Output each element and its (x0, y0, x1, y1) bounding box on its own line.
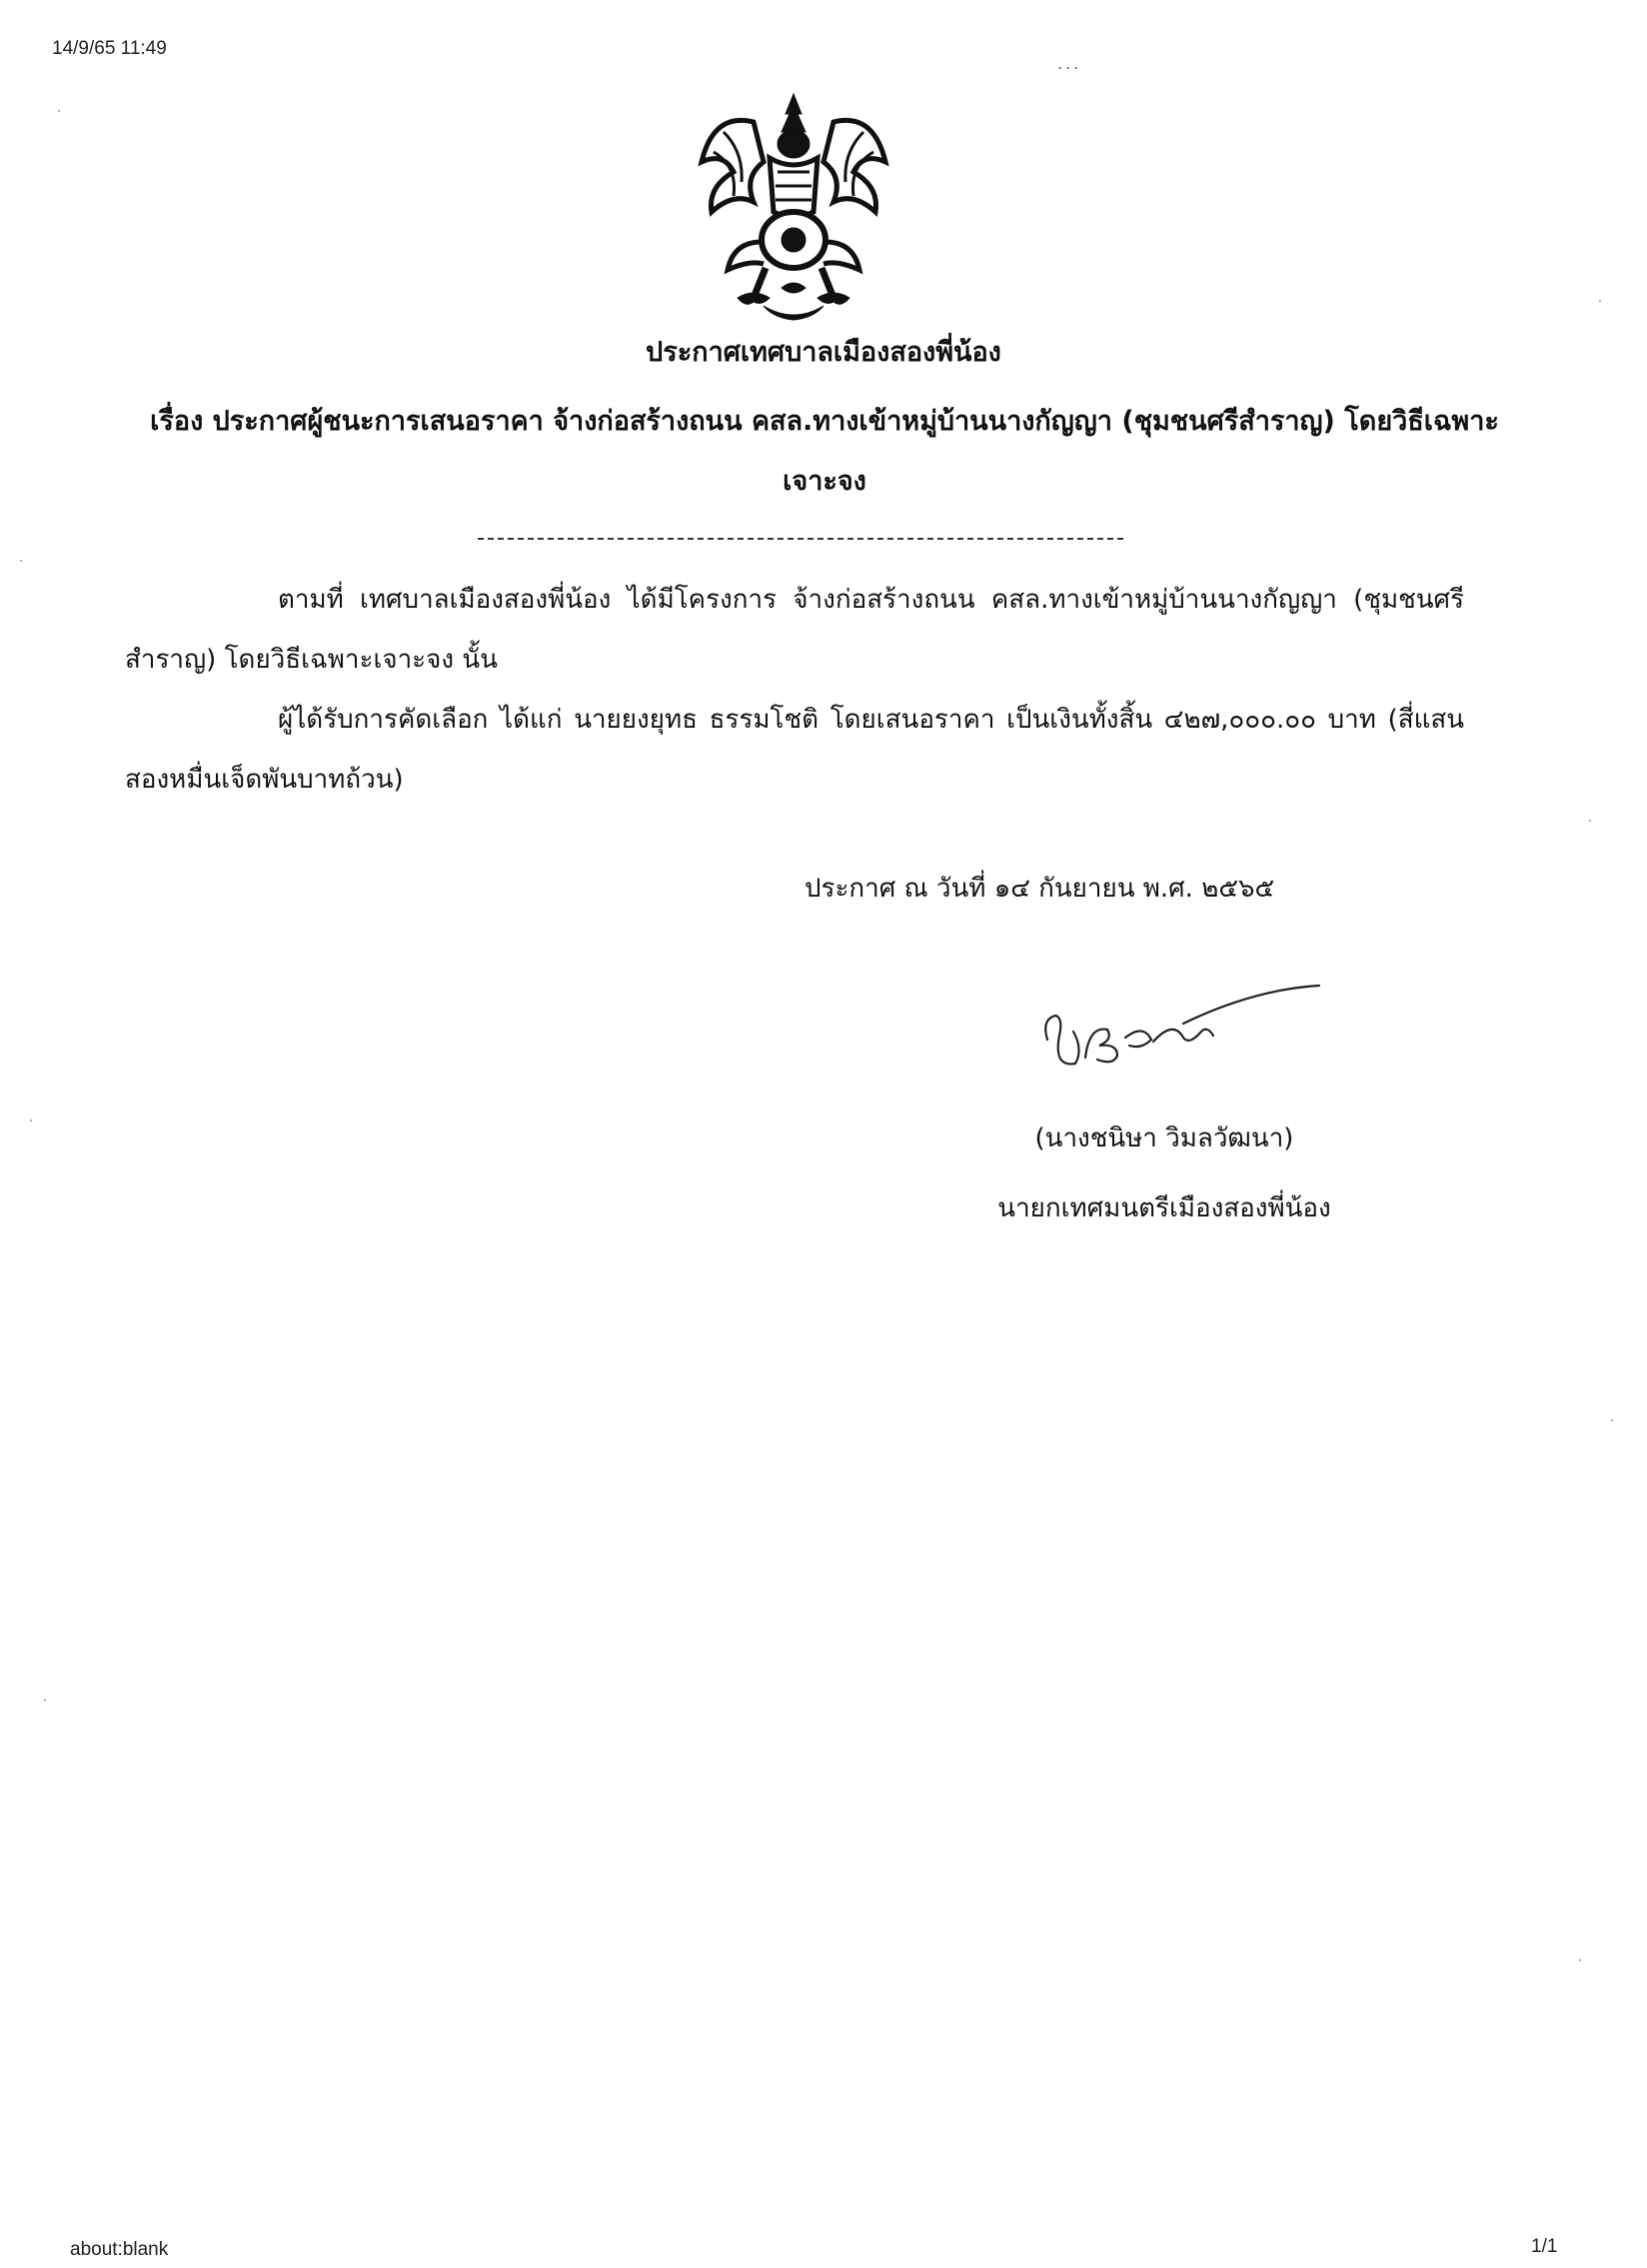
announcement-date: ประกาศ ณ วันที่ ๑๔ กันยายน พ.ศ. ๒๕๖๕ (805, 874, 1275, 904)
signer-name: (นางชนิษา วิมลวัฒนา) (1034, 1124, 1294, 1153)
divider (478, 538, 1123, 540)
signer-position: นายกเทศมนตรีเมืองสองพี่น้อง (997, 1193, 1331, 1223)
garuda-emblem-icon (694, 92, 893, 324)
scan-speck (1589, 820, 1591, 822)
scan-speck (1579, 1959, 1581, 1961)
scan-speck (44, 1699, 46, 1701)
footer-page-number: 1/1 (1531, 2236, 1558, 2257)
handwritten-signature (1033, 980, 1323, 1090)
footer-url: about:blank (70, 2239, 169, 2260)
paragraph-project: ตามที่ เทศบาลเมืองสองพี่น้อง ได้มีโครงการ จ้างก่อสร้างถนน คสล.ทางเข้าหมู่บ้านนางกัญญา (ชุมชนศรีสำราญ) โดยวิธีเฉพาะเจาะจง นั้น (125, 585, 1464, 675)
scan-speck (1611, 1419, 1613, 1421)
announcement-subject: เรื่อง ประกาศผู้ชนะการเสนอราคา จ้างก่อสร้างถนน คสล.ทางเข้าหมู่บ้านนางกัญญา (ชุมชนศรีสำราญ) โดยวิธีเฉพาะเจาะจง (150, 406, 1499, 497)
scan-speck (30, 1120, 32, 1122)
scan-speck (1599, 300, 1601, 302)
scan-speck (20, 560, 22, 562)
announcement-title: ประกาศเทศบาลเมืองสองพี่น้อง (646, 337, 1001, 368)
scan-speck (58, 110, 60, 112)
paragraph-winner: ผู้ได้รับการคัดเลือก ได้แก่ นายยงยุทธ ธรรมโชติ โดยเสนอราคา เป็นเงินทั้งสิ้น ๔๒๗,๐๐๐.๐๐ บาท (สี่แสนสองหมื่นเจ็ดพันบาทถ้วน) (125, 705, 1464, 795)
print-dots: ... (1057, 54, 1082, 73)
print-timestamp: 14/9/65 11:49 (52, 38, 167, 59)
